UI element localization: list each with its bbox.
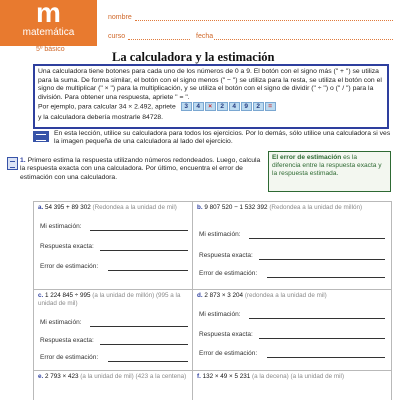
exercise-header bbox=[197, 373, 387, 381]
calc-key-operator: × bbox=[205, 102, 216, 111]
calculator-icon bbox=[33, 131, 49, 142]
note-text: En esta lección, utilice su calculadora para todos los ejercicios. Por lo demás, sólo utilice una calculadora si ves la imagen pequeña de una calculadora al lado del ejercicio. bbox=[54, 130, 391, 146]
exercise-expression: 2 793 × 423 bbox=[45, 373, 79, 380]
exercise-expression: 9 807 520 − 1 532 392 bbox=[204, 204, 268, 211]
error-label: Error de estimación: bbox=[40, 354, 99, 361]
exercise-expression: 132 × 49 × 5 231 bbox=[202, 373, 251, 380]
calc-key: 4 bbox=[193, 102, 204, 111]
calc-key: 3 bbox=[181, 102, 192, 111]
exercise-d bbox=[192, 289, 392, 371]
exercise-header bbox=[38, 292, 188, 307]
logo-subject: matemática bbox=[22, 27, 75, 38]
exercise-c bbox=[33, 289, 193, 371]
error-label: Error de estimación: bbox=[199, 350, 258, 357]
estimate-answer-line[interactable] bbox=[249, 318, 385, 319]
exercise-letter: b. bbox=[197, 204, 203, 211]
exact-answer-line[interactable] bbox=[100, 344, 188, 345]
calculator-icon bbox=[7, 157, 18, 170]
name-label: nombre bbox=[108, 14, 132, 21]
example-line bbox=[38, 102, 384, 112]
page-title: La calculadora y la estimación bbox=[112, 50, 275, 64]
exercise-letter: a. bbox=[38, 204, 44, 211]
logo-letter: m bbox=[36, 0, 61, 28]
exercise-hint: (a la unidad de millón) (995 a la unidad de mil) bbox=[38, 292, 181, 307]
exercise-expression: 1 224 845 ÷ 995 bbox=[45, 292, 91, 299]
date-label: fecha bbox=[196, 33, 214, 40]
exercise-header bbox=[38, 373, 188, 381]
exact-label: Respuesta exacta: bbox=[199, 252, 253, 259]
logo bbox=[0, 0, 97, 46]
exercise-header bbox=[197, 292, 387, 300]
exact-answer-line[interactable] bbox=[259, 338, 385, 339]
calc-key: 9 bbox=[241, 102, 252, 111]
estimate-label: Mi estimación: bbox=[199, 311, 241, 318]
error-answer-line[interactable] bbox=[108, 361, 188, 362]
example-text: Por ejemplo, para calcular 34 × 2.492, apriete bbox=[38, 103, 176, 111]
estimate-label: Mi estimación: bbox=[40, 319, 82, 326]
exercise-letter: d. bbox=[197, 292, 203, 299]
exact-label: Respuesta exacta: bbox=[40, 243, 94, 250]
question-instructions bbox=[20, 157, 267, 182]
exercise-b bbox=[192, 201, 392, 290]
course-field[interactable] bbox=[128, 39, 190, 40]
exercise-e bbox=[33, 370, 193, 400]
date-field[interactable] bbox=[214, 39, 393, 40]
exercise-expression: 54 395 + 89 302 bbox=[45, 204, 91, 211]
estimate-label: Mi estimación: bbox=[40, 223, 82, 230]
exercise-header bbox=[38, 204, 188, 212]
exercise-hint: (a la decena) (a la unidad de mil) bbox=[251, 373, 345, 380]
calc-key-equals: = bbox=[265, 102, 276, 111]
name-field[interactable] bbox=[135, 20, 393, 21]
exercise-f bbox=[192, 370, 392, 400]
exact-answer-line[interactable] bbox=[259, 259, 385, 260]
definition-text: es la diferencia entre la respuesta exacta y la respuesta estimada. bbox=[272, 154, 382, 178]
error-label: Error de estimación: bbox=[199, 270, 258, 277]
calc-key: 2 bbox=[217, 102, 228, 111]
error-answer-line[interactable] bbox=[108, 270, 188, 271]
exact-label: Respuesta exacta: bbox=[199, 331, 253, 338]
estimate-label: Mi estimación: bbox=[199, 231, 241, 238]
exercise-letter: f. bbox=[197, 373, 201, 380]
exercise-letter: c. bbox=[38, 292, 44, 299]
question-number: 1. bbox=[20, 157, 26, 164]
calculator-keys bbox=[181, 102, 277, 112]
intro-paragraph: Una calculadora tiene botones para cada uno de los números de 0 a 9. El botón con el signo más (" + ") se utiliza para la suma. De forma similar, el botón con el signo menos (" − ") se utiliza para la resta, se utiliza el botón con el signo de multiplicar (" × ") para la multiplicación, y se utiliza el botón con el signo de dividir (" ÷ ") o (" / ") para la división. Para obtener una respuesta, apriete " = ". bbox=[38, 68, 382, 101]
error-answer-line[interactable] bbox=[267, 277, 385, 278]
error-label: Error de estimación: bbox=[40, 263, 99, 270]
definition-box bbox=[268, 151, 391, 192]
exercise-hint: (a la unidad de mil) (423 a la centena) bbox=[80, 373, 187, 380]
definition-term: El error de estimación bbox=[272, 154, 342, 161]
exercise-a bbox=[33, 201, 193, 290]
result-text: y la calculadora debería mostrarle 84728. bbox=[38, 113, 164, 121]
intro-box bbox=[33, 64, 389, 129]
error-answer-line[interactable] bbox=[267, 357, 385, 358]
calc-key: 4 bbox=[229, 102, 240, 111]
grade-label: 5º básico bbox=[36, 46, 65, 53]
exercise-hint: (Redondea a la unidad de millón) bbox=[269, 204, 363, 211]
exact-answer-line[interactable] bbox=[100, 250, 188, 251]
exercise-header bbox=[197, 204, 387, 212]
exercise-hint: (redondea a la unidad de mil) bbox=[244, 292, 327, 299]
calc-key: 2 bbox=[253, 102, 264, 111]
course-label: curso bbox=[108, 33, 126, 40]
exact-label: Respuesta exacta: bbox=[40, 337, 94, 344]
estimate-answer-line[interactable] bbox=[90, 230, 188, 231]
exercise-hint: (Redondea a la unidad de mil) bbox=[92, 204, 177, 211]
estimate-answer-line[interactable] bbox=[249, 238, 385, 239]
exercise-expression: 2 873 × 3 204 bbox=[204, 292, 244, 299]
estimate-answer-line[interactable] bbox=[90, 326, 188, 327]
exercise-letter: e. bbox=[38, 373, 44, 380]
question-text: Primero estima la respuesta utilizando números redondeados. Luego, calcula la respuesta exacta con una calculadora. Por último, encuentra el error de estimación con una calculadora. bbox=[20, 157, 261, 181]
